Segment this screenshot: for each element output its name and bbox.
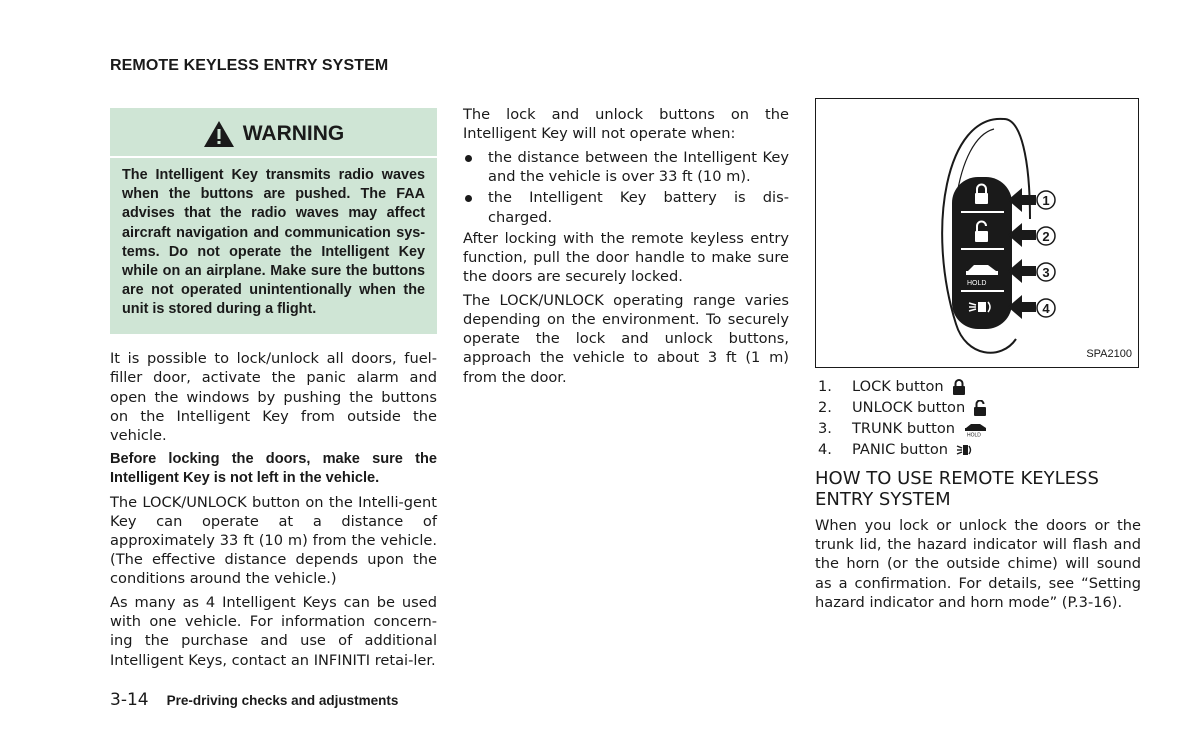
list-item: the Intelligent Key battery is dis-charged. (463, 188, 789, 226)
unlock-icon (973, 400, 987, 416)
list-item: 4. PANIC button (815, 439, 1141, 460)
intelligent-key-illustration (816, 99, 1138, 367)
middle-column (463, 105, 789, 391)
warning-header (110, 116, 437, 158)
paragraph-door-handle: After locking with the remote keyless entry function, pull the door handle to make sure the doors are securely locked. (463, 229, 789, 286)
warning-box (110, 108, 437, 334)
svg-text:HOLD: HOLD (967, 432, 981, 437)
paragraph-caution: Before locking the doors, make sure the Intelligent Key is not left in the vehicle. (110, 450, 437, 486)
list-item: 1. LOCK button (815, 376, 1141, 397)
paragraph-keys: As many as 4 Intelligent Keys can be used with one vehicle. For information concern-ing the purchase and use of additional Intelligent Keys, contact an INFINITI retai-ler. (110, 594, 437, 669)
list-item: the distance between the Intelligent Key and the vehicle is over 33 ft (10 m). (463, 148, 789, 186)
bullet-icon (465, 155, 472, 162)
callout-4: 4 (1042, 301, 1050, 316)
bullet-icon (465, 195, 472, 202)
callout-2: 2 (1042, 229, 1050, 244)
lock-icon (952, 379, 966, 395)
warning-text: The Intelligent Key transmits radio waves when the buttons are pushed. The FAA advises that the radio waves may affect aircraft navigation and communication sys-tems. Do not operate the Intelligent Key while on an airplane. Make sure the buttons are not operated unintentionally when the unit is stored during a flight. (122, 167, 425, 318)
list-item: 2. UNLOCK button (815, 397, 1141, 418)
trunk-icon (963, 421, 989, 437)
figure-label: SPA2100 (1086, 347, 1132, 360)
callout-3: 3 (1042, 265, 1050, 280)
paragraph-not-operate: The lock and unlock buttons on the Intelligent Key will not operate when: (463, 106, 789, 143)
page-footer (110, 690, 398, 710)
button-legend (815, 376, 1141, 460)
page-number: 3-14 (110, 690, 149, 710)
list-item: 3. TRUNK button HOLD (815, 418, 1141, 439)
how-to-heading: HOW TO USE REMOTE KEYLESS ENTRY SYSTEM (815, 468, 1099, 510)
warning-title: WARNING (242, 122, 345, 146)
paragraph-operating-range: The LOCK/UNLOCK operating range varies depending on the environment. To securely operate the lock and unlock buttons, approach the vehicle to about 3 ft (1 m) from the door. (463, 291, 789, 386)
conditions-list (463, 148, 789, 227)
panic-icon (956, 442, 972, 458)
paragraph-intro: It is possible to lock/unlock all doors, fuel-filler door, activate the panic alarm and open the windows by pushing the buttons on the Intelligent Key from outside the vehicle. (110, 350, 437, 444)
section-title: REMOTE KEYLESS ENTRY SYSTEM (110, 57, 389, 74)
svg-text:HOLD: HOLD (967, 280, 987, 287)
right-column (815, 98, 1141, 617)
chapter-title: Pre-driving checks and adjustments (166, 693, 399, 708)
left-column (110, 108, 437, 674)
paragraph-range: The LOCK/UNLOCK button on the Intelli-gent Key can operate at a distance of approximately 33 ft (10 m) from the vehicle. (The effective distance depends upon the conditions around the vehicle.) (110, 493, 437, 588)
intelligent-key-figure (815, 98, 1139, 368)
warning-triangle-icon (203, 120, 235, 148)
paragraph-how-to: When you lock or unlock the doors or the trunk lid, the hazard indicator will flash and the horn (or the outside chime) will sound as a confirmation. For details, see “Setting hazard indicator and horn mode” (P.3-16). (815, 517, 1141, 611)
callout-1: 1 (1042, 193, 1050, 208)
